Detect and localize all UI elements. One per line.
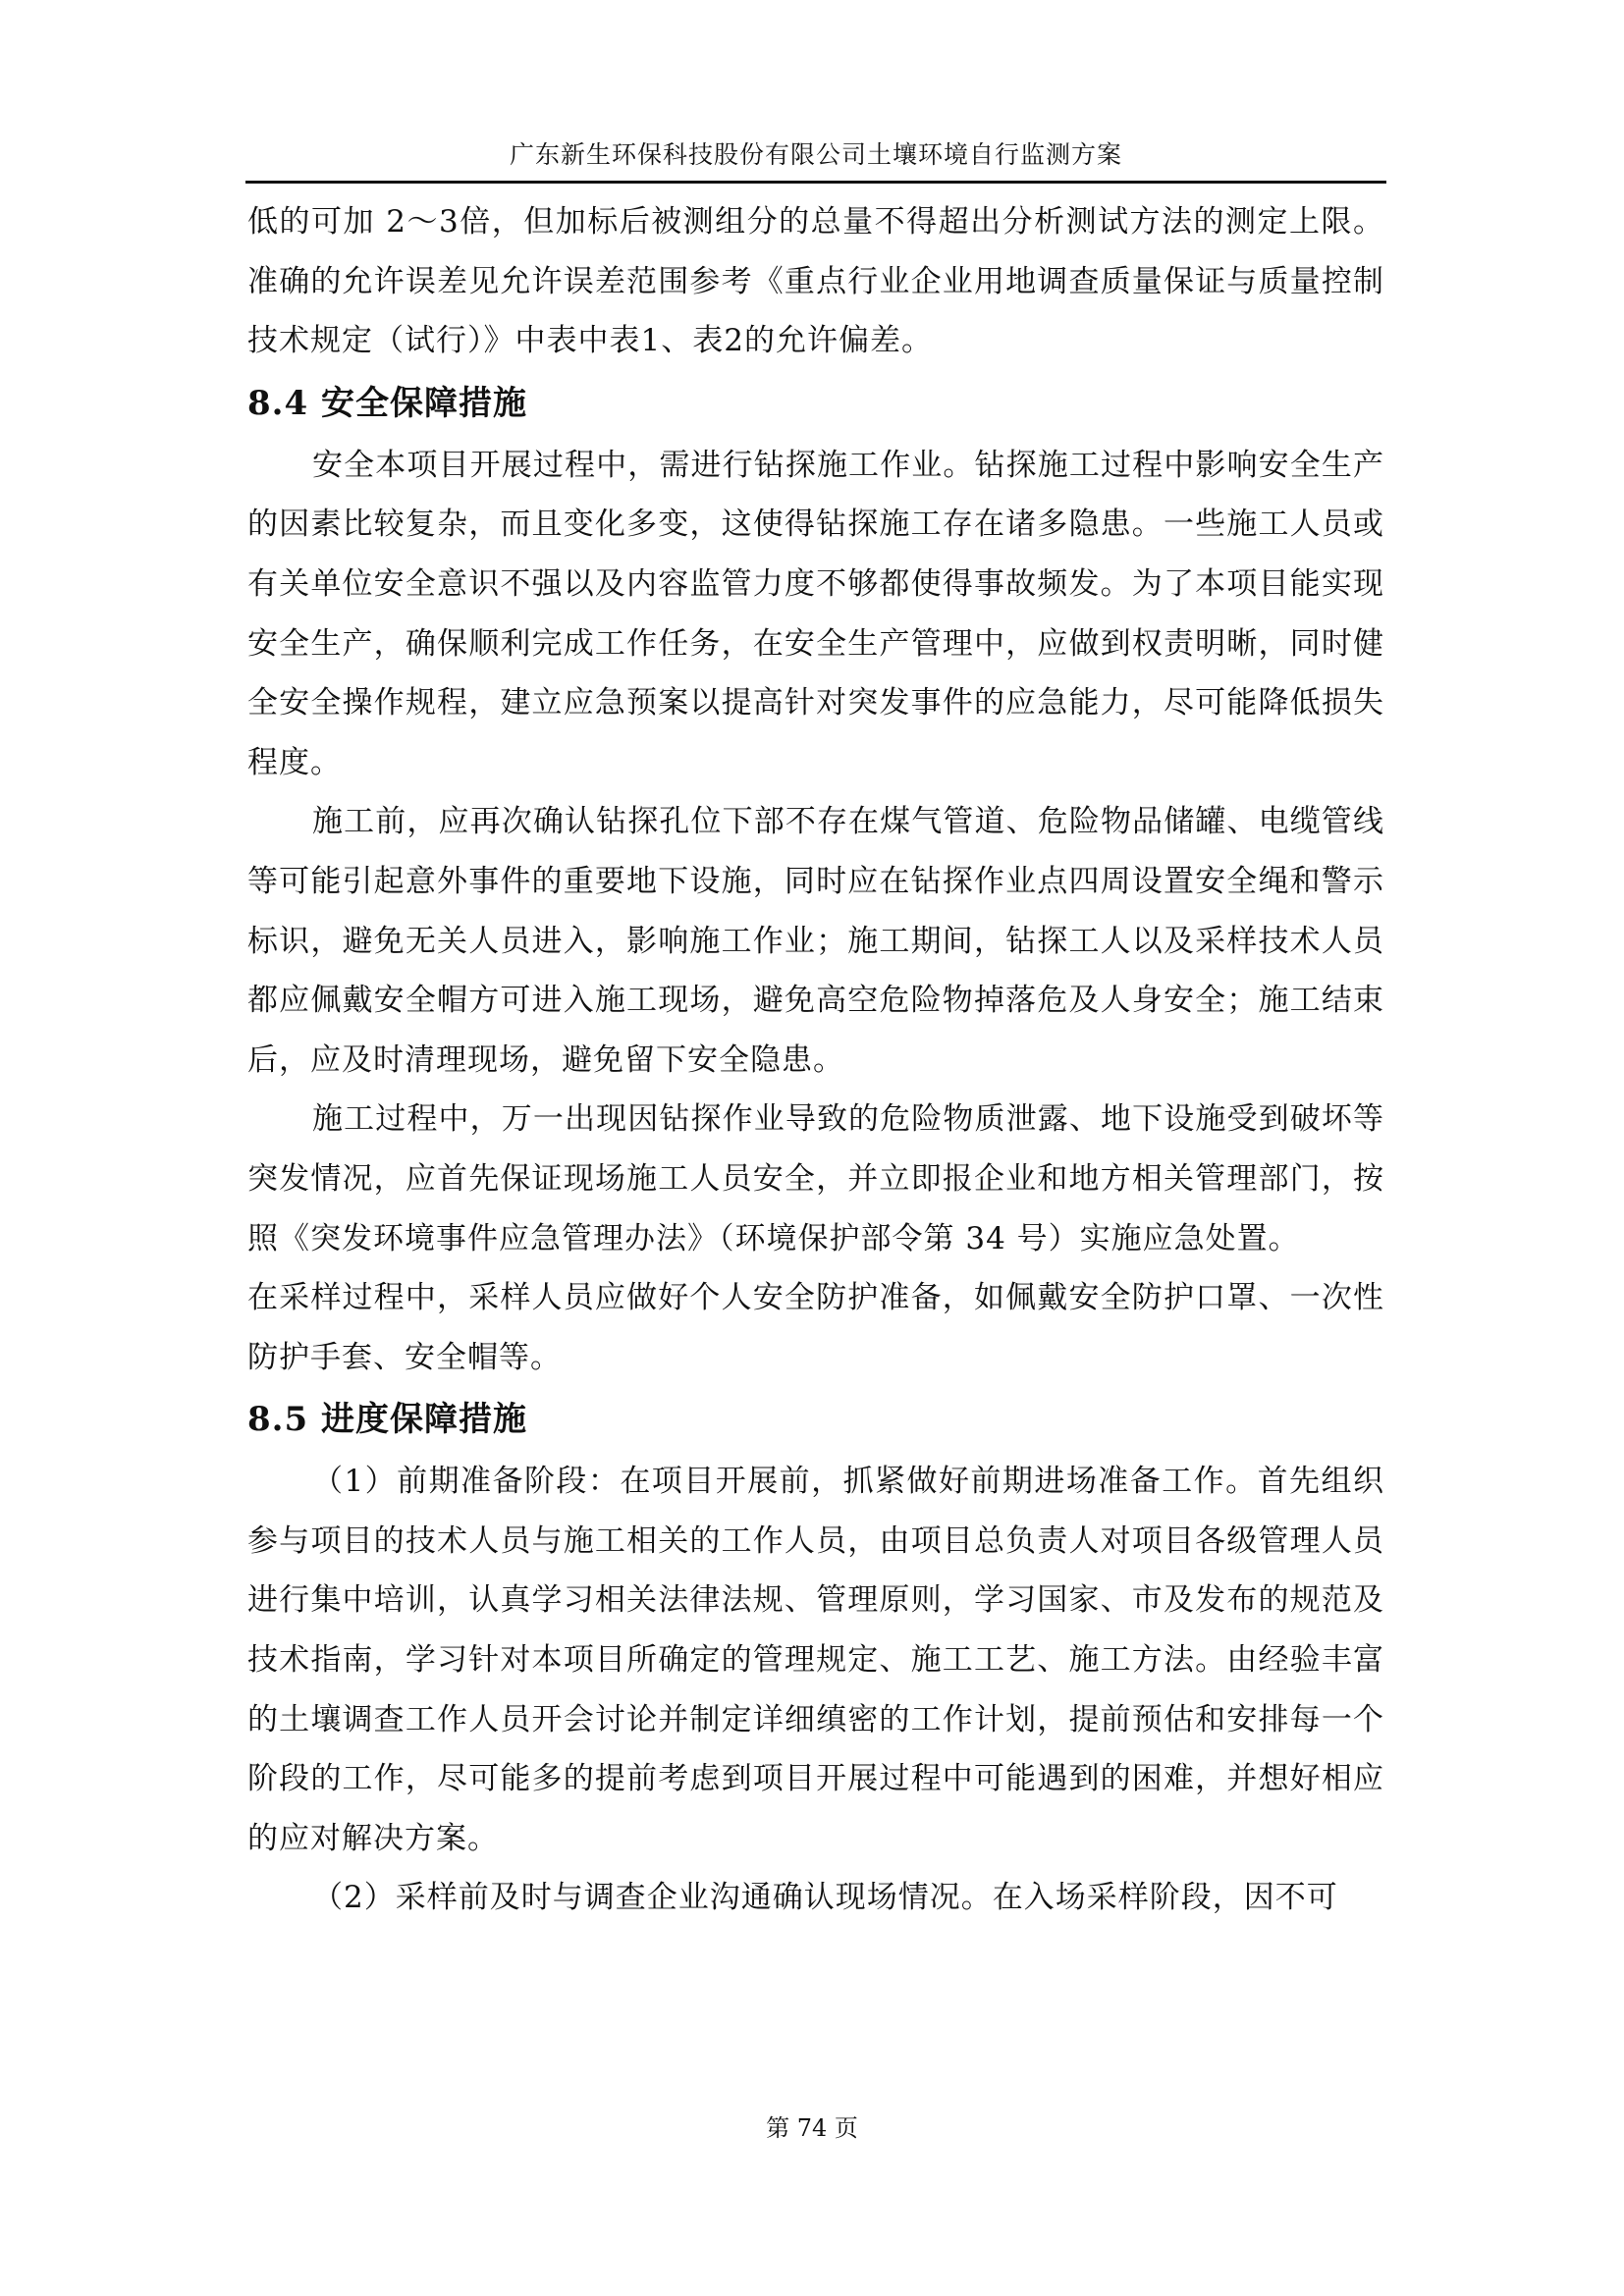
paragraph: （1）前期准备阶段：在项目开展前，抓紧做好前期进场准备工作。首先组织参与项目的技术人员与施工相关的工作人员，由项目总负责人对项目各级管理人员进行集中培训，认真学习相关法律法规、管理原则，学习国家、市及发布的规范及技术指南，学习针对本项目所确定的管理规定、施工工艺、施工方法。由经验丰富的土壤调查工作人员开会讨论并制定详细缜密的工作计划，提前预估和安排每一个阶段的工作，尽可能多的提前考虑到项目开展过程中可能遇到的困难，并想好相应的应对解决方案。 [247,1464,1384,1856]
paragraph: 施工过程中，万一出现因钻探作业导致的危险物质泄露、地下设施受到破坏等突发情况，应首先保证现场施工人员安全，并立即报企业和地方相关管理部门，按照《突发环境事件应急管理办法》（环境保护部令第 34 号）实施应急处置。 [247,1101,1384,1256]
document-body [247,192,1384,1928]
paragraph: 在采样过程中，采样人员应做好个人安全防护准备，如佩戴安全防护口罩、一次性防护手套、安全帽等。 [247,1280,1384,1375]
section-heading-8-5: 8.5 进度保障措施 [247,1400,527,1440]
section-heading-8-4: 8.4 安全保障措施 [247,383,527,423]
paragraph: 安全本项目开展过程中，需进行钻探施工作业。钻探施工过程中影响安全生产的因素比较复杂，而且变化多变，这使得钻探施工存在诸多隐患。一些施工人员或有关单位安全意识不强以及内容监管力度不够都使得事故频发。为了本项目能实现安全生产，确保顺利完成工作任务，在安全生产管理中，应做到权责明晰，同时健全安全操作规程，建立应急预案以提高针对突发事件的应急能力，尽可能降低损失程度。 [247,447,1384,780]
paragraph-continued: 低的可加 2～3倍，但加标后被测组分的总量不得超出分析测试方法的测定上限。准确的允许误差见允许误差范围参考《重点行业企业用地调查质量保证与质量控制技术规定（试行）》中表中表1、表2的允许偏差。 [247,204,1384,359]
header-divider [245,181,1386,184]
page-number: 第 74 页 [766,2114,858,2142]
paragraph: 施工前，应再次确认钻探孔位下部不存在煤气管道、危险物品储罐、电缆管线等可能引起意外事件的重要地下设施，同时应在钻探作业点四周设置安全绳和警示标识，避免无关人员进入，影响施工作业；施工期间，钻探工人以及采样技术人员都应佩戴安全帽方可进入施工现场，避免高空危险物掉落危及人身安全；施工结束后，应及时清理现场，避免留下安全隐患。 [247,804,1384,1078]
paragraph: （2）采样前及时与调查企业沟通确认现场情况。在入场采样阶段，因不可 [312,1880,1338,1916]
page-header-title: 广东新生环保科技股份有限公司土壤环境自行监测方案 [509,140,1122,169]
